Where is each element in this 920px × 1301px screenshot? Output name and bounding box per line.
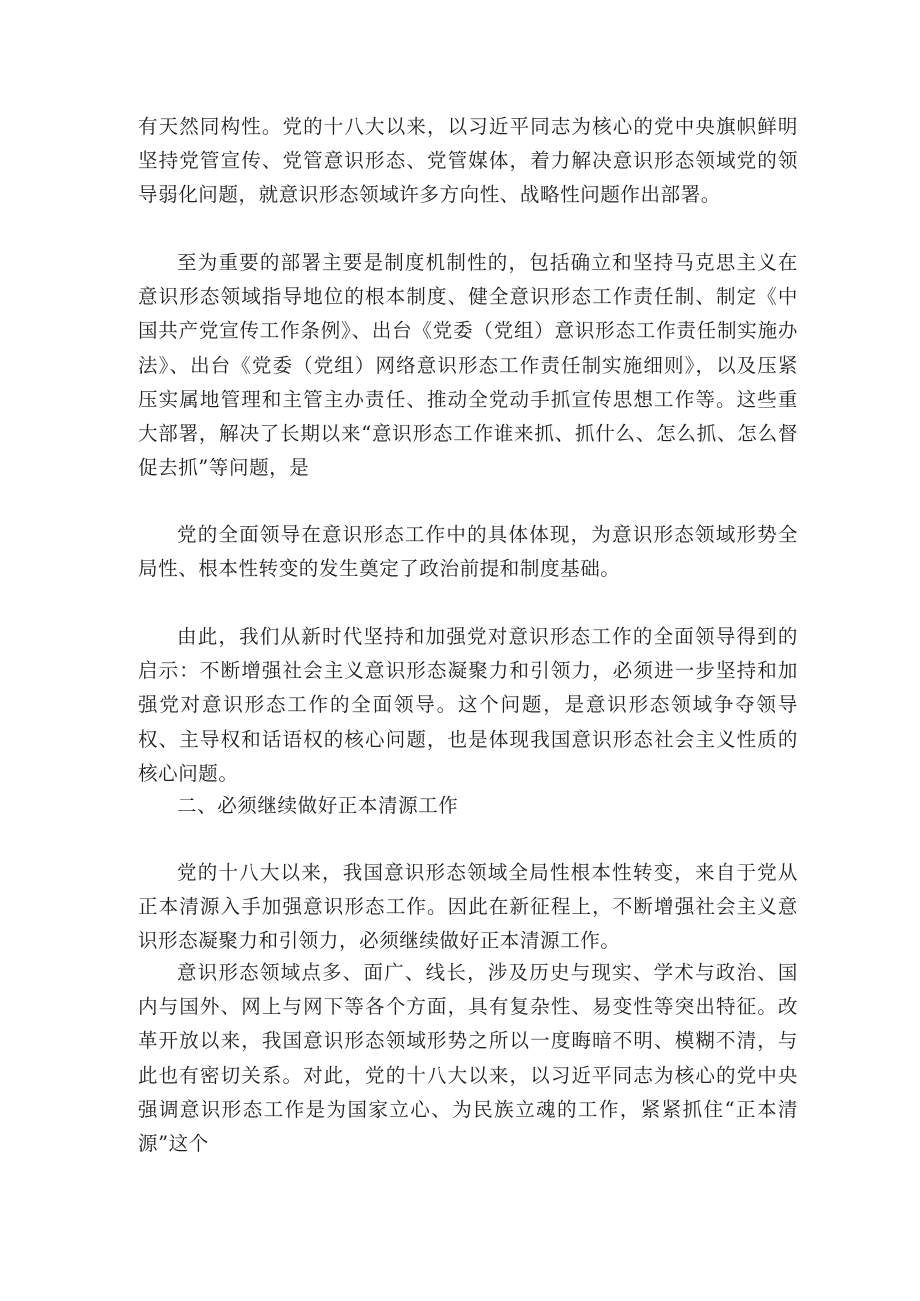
paragraph-1: 有天然同构性。党的十八大以来，以习近平同志为核心的党中央旗帜鲜明坚持党管宣传、党管意识形态、党管媒体，着力解决意识形态领域党的领导弱化问题，就意识形态领域许多方向性、战略性问题作出部署。 <box>138 115 798 207</box>
paragraph-2: 至为重要的部署主要是制度机制性的，包括确立和坚持马克思主义在意识形态领域指导地位的根本制度、健全意识形态工作责任制、制定《中国共产党宣传工作条例》、出台《党委（党组）意识形态工作责任制实施办法》、出台《党委（党组）网络意识形态工作责任制实施细则》，以及压紧压实属地管理和主管主办责任、推动全党动手抓宣传思想工作等。这些重大部署，解决了长期以来“意识形态工作谁来抓、抓什么、怎么抓、怎么督促去抓”等问题，是 <box>138 251 798 480</box>
paragraph-6: 意识形态领域点多、面广、线长，涉及历史与现实、学术与政治、国内与国外、网上与网下等各个方面，具有复杂性、易变性等突出特征。改革开放以来，我国意识形态领域形势之所以一度晦暗不明、模糊不清，与此也有密切关系。对此，党的十八大以来，以习近平同志为核心的党中央强调意识形态工作是为国家立心、为民族立魂的工作，紧紧抓住“正本清源”这个 <box>138 961 798 1156</box>
paragraph-5: 党的十八大以来，我国意识形态领域全局性根本性转变，来自于党从正本清源入手加强意识形态工作。因此在新征程上，不断增强社会主义意识形态凝聚力和引领力，必须继续做好正本清源工作。 <box>138 861 798 953</box>
paragraph-3: 党的全面领导在意识形态工作中的具体体现，为意识形态领域形势全局性、根本性转变的发生奠定了政治前提和制度基础。 <box>138 523 798 581</box>
paragraph-4: 由此，我们从新时代坚持和加强党对意识形态工作的全面领导得到的启示：不断增强社会主义意识形态凝聚力和引领力，必须进一步坚持和加强党对意识形态工作的全面领导。这个问题，是意识形态领域争夺领导权、主导权和话语权的核心问题，也是体现我国意识形态社会主义性质的核心问题。 <box>138 625 798 785</box>
section-heading: 二、必须继续做好正本清源工作 <box>177 794 459 817</box>
